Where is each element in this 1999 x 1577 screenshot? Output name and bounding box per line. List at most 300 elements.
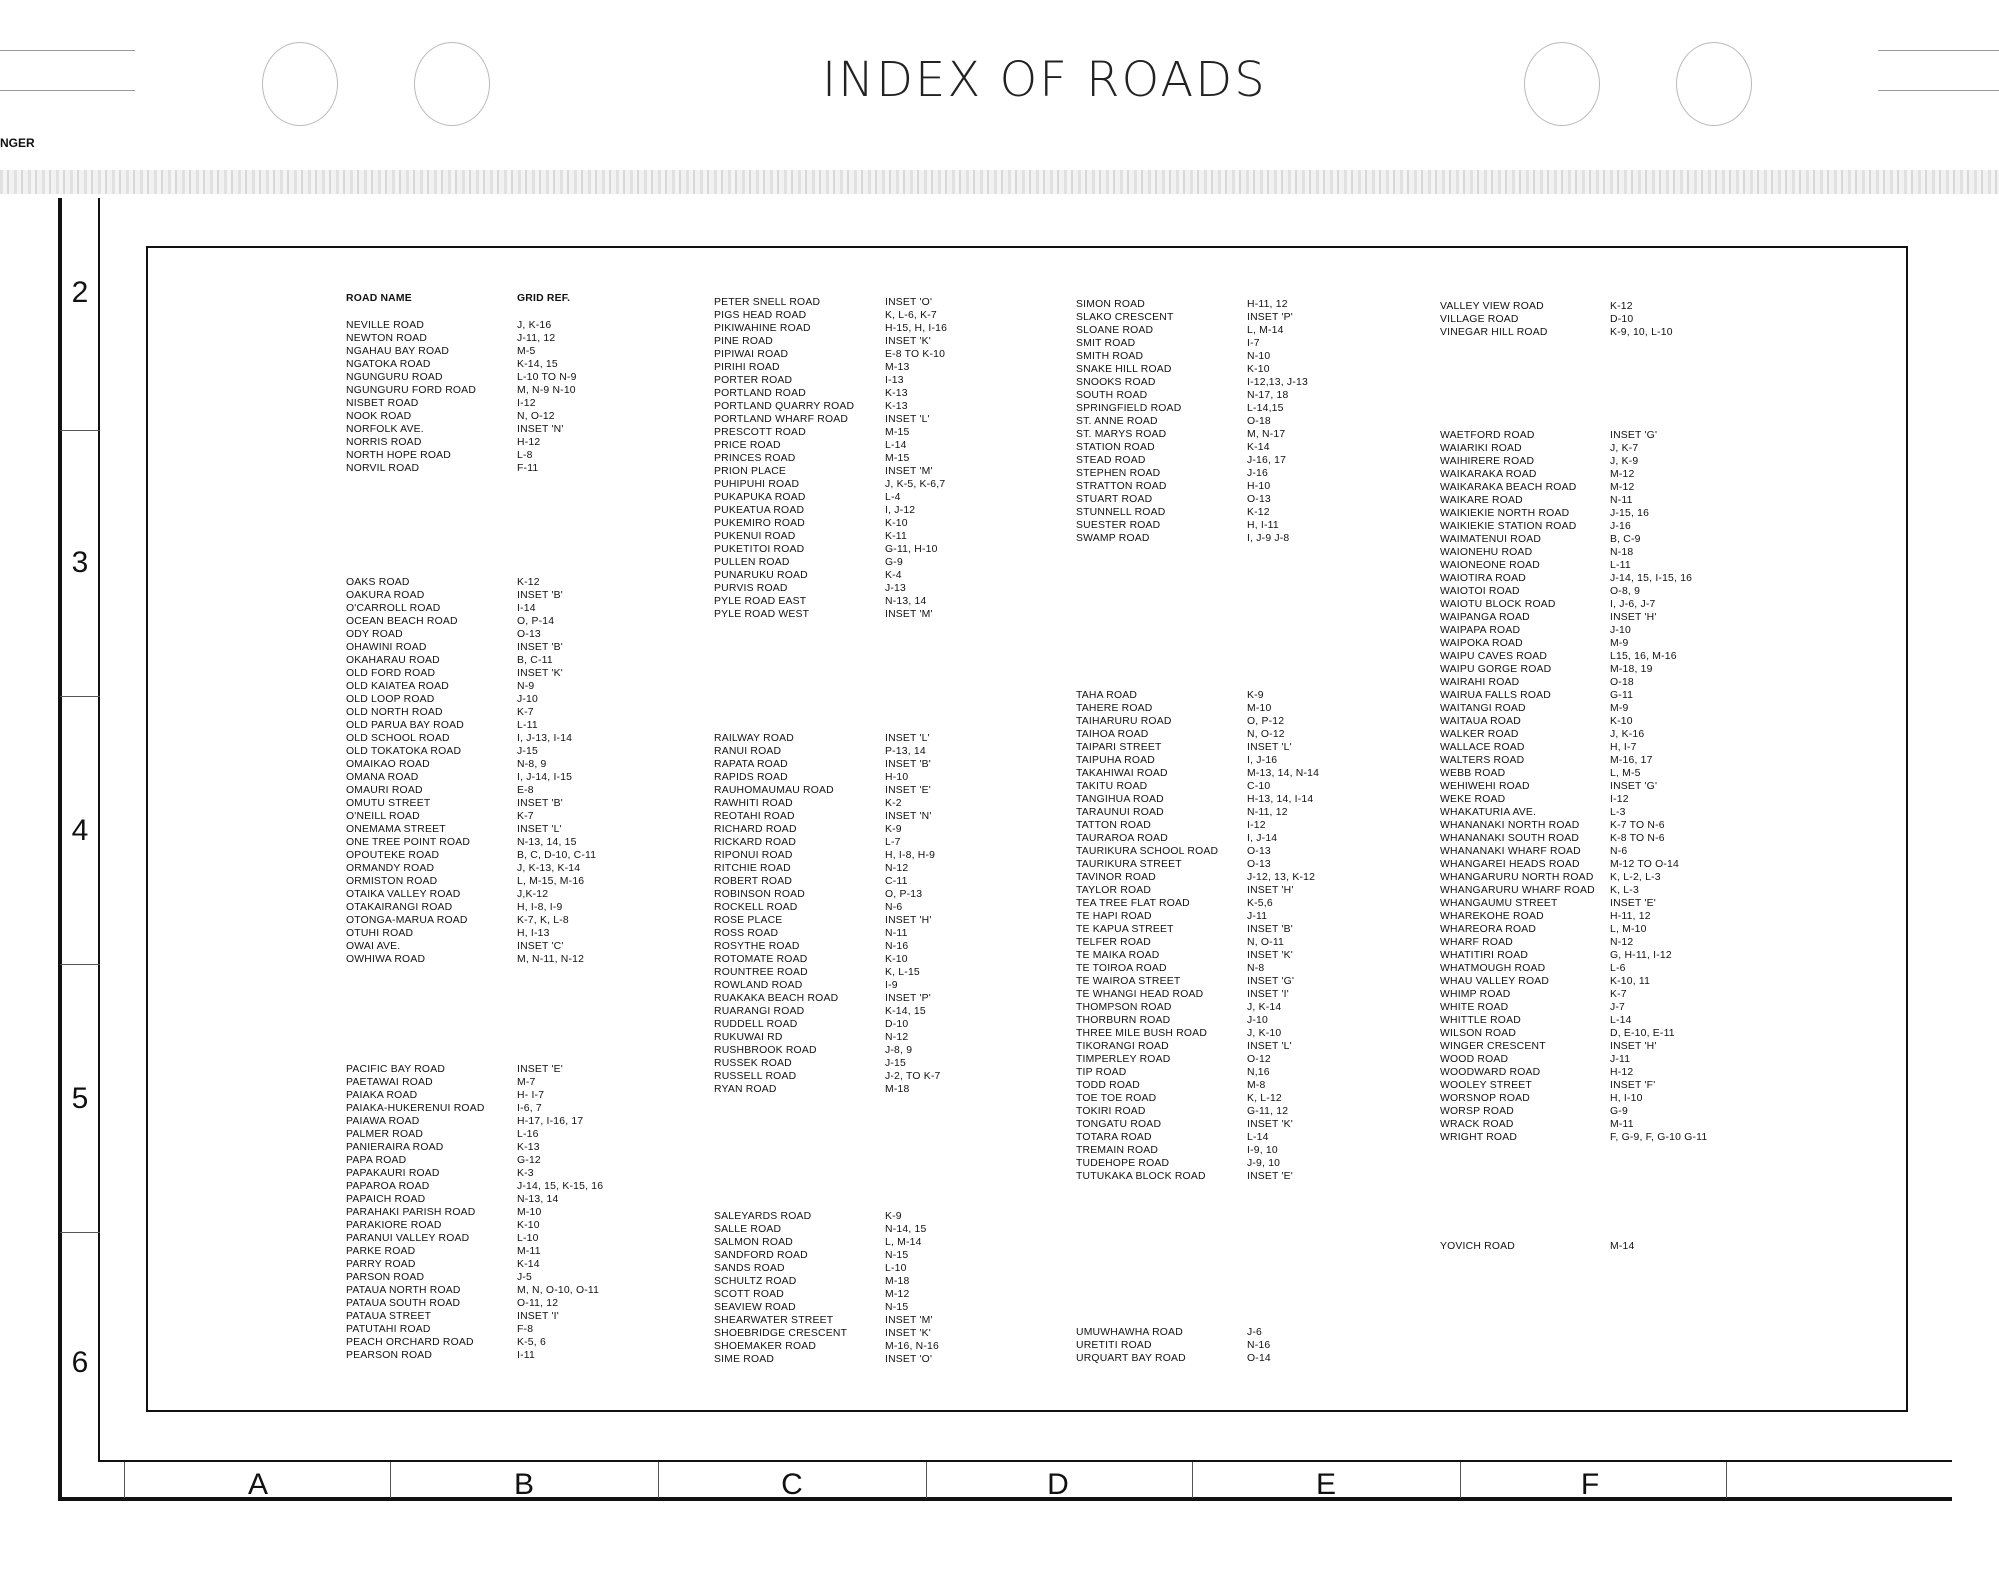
grid-ref: INSET 'I' (517, 1311, 559, 1322)
grid-ref: N,16 (1247, 1067, 1270, 1078)
road-name: SALMON ROAD (714, 1237, 793, 1248)
road-name: VALLEY VIEW ROAD (1440, 301, 1544, 312)
grid-ref: K-9, 10, L-10 (1610, 327, 1673, 338)
road-name: NOOK ROAD (346, 411, 412, 422)
margin-line (1878, 50, 1999, 51)
road-name: PYLE ROAD WEST (714, 609, 810, 620)
road-name: TATTON ROAD (1076, 820, 1151, 831)
grid-ref: D-10 (1610, 314, 1634, 325)
grid-ref: J-10 (1610, 625, 1632, 636)
grid-ref: I, J-13, I-14 (517, 733, 573, 744)
road-name: WALTERS ROAD (1440, 755, 1525, 766)
road-name: SOUTH ROAD (1076, 390, 1148, 401)
grid-ref: D, E-10, E-11 (1610, 1028, 1675, 1039)
road-name: OLD TOKATOKA ROAD (346, 746, 462, 757)
grid-ref: I, J-9 J-8 (1247, 533, 1290, 544)
road-name: RICHARD ROAD (714, 824, 797, 835)
grid-ref: M-18 (885, 1276, 910, 1287)
grid-ref: K-13 (885, 388, 908, 399)
grid-ref: J-16 (1610, 521, 1632, 532)
grid-ref: H, I-8, I-9 (517, 902, 563, 913)
road-name: PANIERAIRA ROAD (346, 1142, 444, 1153)
grid-ref: N-16 (1247, 1340, 1271, 1351)
col-divider (658, 1462, 659, 1498)
grid-ref: J-10 (1247, 1015, 1269, 1026)
road-name: OLD NORTH ROAD (346, 707, 443, 718)
road-name: TAIHOA ROAD (1076, 729, 1149, 740)
road-name: PAPAKAURI ROAD (346, 1168, 440, 1179)
grid-ref: K-12 (517, 577, 540, 588)
road-name: PIPIWAI ROAD (714, 349, 789, 360)
road-name: SUESTER ROAD (1076, 520, 1161, 531)
grid-ref: N-13, 14 (517, 1194, 559, 1205)
grid-ref: L15, 16, M-16 (1610, 651, 1677, 662)
road-name: TONGATU ROAD (1076, 1119, 1162, 1130)
road-name: TAURIKURA SCHOOL ROAD (1076, 846, 1219, 857)
grid-ref: INSET 'M' (885, 1315, 933, 1326)
road-name: TEA TREE FLAT ROAD (1076, 898, 1190, 909)
road-name: STATION ROAD (1076, 442, 1155, 453)
road-name: TAIPARI STREET (1076, 742, 1162, 753)
road-name: TUDEHOPE ROAD (1076, 1158, 1170, 1169)
road-name: OTONGA-MARUA ROAD (346, 915, 468, 926)
road-name: ODY ROAD (346, 629, 403, 640)
road-name: WAIPANGA ROAD (1440, 612, 1530, 623)
grid-ref: J-7 (1610, 1002, 1626, 1013)
road-name: PAPAROA ROAD (346, 1181, 430, 1192)
road-name: SANDS ROAD (714, 1263, 785, 1274)
grid-ref: K-9 (1247, 690, 1264, 701)
grid-ref: J-8, 9 (885, 1045, 913, 1056)
margin-line (0, 90, 135, 91)
road-name: PUKEATUA ROAD (714, 505, 805, 516)
grid-ref: J, K-14 (1247, 1002, 1282, 1013)
road-name: ORMISTON ROAD (346, 876, 438, 887)
binder-hole (262, 42, 338, 126)
grid-ref: H-11, 12 (1610, 911, 1651, 922)
road-name: TAKAHIWAI ROAD (1076, 768, 1168, 779)
road-name: TAURIKURA STREET (1076, 859, 1182, 870)
grid-ref: L-6 (1610, 963, 1626, 974)
road-name: RAWHITI ROAD (714, 798, 793, 809)
grid-ref: H-13, 14, I-14 (1247, 794, 1314, 805)
grid-ref: J-10 (517, 694, 539, 705)
row-label: 6 (71, 1346, 89, 1379)
grid-ref: K-14, 15 (517, 359, 558, 370)
grid-ref: M-11 (1610, 1119, 1634, 1130)
grid-ref: INSET 'L' (885, 733, 930, 744)
road-name: PACIFIC BAY ROAD (346, 1064, 446, 1075)
grid-ref: B, C, D-10, C-11 (517, 850, 597, 861)
grid-ref: O-18 (1247, 416, 1271, 427)
col-divider (124, 1462, 125, 1498)
road-name: OMANA ROAD (346, 772, 419, 783)
grid-ref: O-11, 12 (517, 1298, 559, 1309)
grid-ref: J-12, 13, K-12 (1247, 872, 1316, 883)
road-name: NGUNGURU FORD ROAD (346, 385, 477, 396)
road-name: WAIPAPA ROAD (1440, 625, 1521, 636)
grid-ref: INSET 'H' (885, 915, 932, 926)
road-name: WHANANAKI NORTH ROAD (1440, 820, 1580, 831)
grid-ref: O, P-12 (1247, 716, 1285, 727)
road-name: WAIKARAKA BEACH ROAD (1440, 482, 1577, 493)
road-name: OCEAN BEACH ROAD (346, 616, 458, 627)
grid-ref: L-8 (517, 450, 533, 461)
road-name: SHOEMAKER ROAD (714, 1341, 817, 1352)
road-name: TODD ROAD (1076, 1080, 1140, 1091)
grid-ref: M, N, O-10, O-11 (517, 1285, 600, 1296)
road-name: THREE MILE BUSH ROAD (1076, 1028, 1208, 1039)
road-name: TOTARA ROAD (1076, 1132, 1152, 1143)
road-name: WAIOTOI ROAD (1440, 586, 1520, 597)
grid-ref: M-12 (1610, 482, 1635, 493)
grid-ref: L-14 (885, 440, 907, 451)
road-name: ST. ANNE ROAD (1076, 416, 1158, 427)
road-name: RAPATA ROAD (714, 759, 788, 770)
grid-ref: J-14, 15, K-15, 16 (517, 1181, 604, 1192)
road-name: PRICE ROAD (714, 440, 781, 451)
road-name: RITCHIE ROAD (714, 863, 791, 874)
grid-ref: INSET 'I' (1247, 989, 1289, 1000)
grid-ref: M-14 (1610, 1241, 1635, 1252)
grid-ref: K-14 (1247, 442, 1270, 453)
col-divider (1726, 1462, 1727, 1498)
road-name: SWAMP ROAD (1076, 533, 1150, 544)
road-name: SIMON ROAD (1076, 299, 1145, 310)
grid-ref: N-8, 9 (517, 759, 547, 770)
grid-ref: INSET 'L' (1247, 742, 1292, 753)
road-name: YOVICH ROAD (1440, 1241, 1515, 1252)
road-name: OAKS ROAD (346, 577, 410, 588)
grid-ref: G-9 (885, 557, 903, 568)
grid-ref: M-9 (1610, 703, 1629, 714)
road-name: TAVINOR ROAD (1076, 872, 1156, 883)
road-name: TE WAIROA STREET (1076, 976, 1181, 987)
road-name: SHEARWATER STREET (714, 1315, 834, 1326)
grid-ref: N, O-12 (517, 411, 555, 422)
road-name: ROWLAND ROAD (714, 980, 803, 991)
road-name: ROUNTREE ROAD (714, 967, 808, 978)
col-divider (1460, 1462, 1461, 1498)
road-name: PARRY ROAD (346, 1259, 416, 1270)
road-name: OMAIKAO ROAD (346, 759, 430, 770)
grid-ref: INSET 'K' (1247, 1119, 1293, 1130)
grid-ref: G-11 (1610, 690, 1634, 701)
road-name: ROCKELL ROAD (714, 902, 798, 913)
frame-left-outer (58, 198, 62, 1500)
grid-ref: K-7 (517, 811, 534, 822)
road-name: WHITE ROAD (1440, 1002, 1509, 1013)
road-name: PULLEN ROAD (714, 557, 790, 568)
road-name: WEBB ROAD (1440, 768, 1506, 779)
road-name: TANGIHUA ROAD (1076, 794, 1164, 805)
road-name: WHATITIRI ROAD (1440, 950, 1529, 961)
road-name: WAIARIKI ROAD (1440, 443, 1522, 454)
road-name: NGUNGURU ROAD (346, 372, 443, 383)
road-name: RICKARD ROAD (714, 837, 797, 848)
road-name: URETITI ROAD (1076, 1340, 1152, 1351)
road-name: PARKE ROAD (346, 1246, 416, 1257)
perforation-band (0, 170, 1999, 194)
grid-ref: M-16, 17 (1610, 755, 1653, 766)
road-name: OLD PARUA BAY ROAD (346, 720, 464, 731)
road-name: WALLACE ROAD (1440, 742, 1525, 753)
road-name: PUHIPUHI ROAD (714, 479, 800, 490)
road-name: ROSYTHE ROAD (714, 941, 800, 952)
grid-ref: H-10 (885, 772, 909, 783)
grid-ref: INSET 'H' (1610, 1041, 1657, 1052)
road-name: STUNNELL ROAD (1076, 507, 1166, 518)
binder-hole (1676, 42, 1752, 126)
grid-ref: I-9, 10 (1247, 1145, 1278, 1156)
grid-ref: J-11, 12 (517, 333, 556, 344)
grid-ref: L-14 (1247, 1132, 1269, 1143)
grid-ref: L-10 (885, 1263, 907, 1274)
grid-ref: B, C-11 (517, 655, 553, 666)
grid-ref: L, M-10 (1610, 924, 1647, 935)
road-name: OTAIKA VALLEY ROAD (346, 889, 461, 900)
road-name: PINE ROAD (714, 336, 773, 347)
grid-ref: INSET 'C' (517, 941, 564, 952)
grid-ref: G, H-11, I-12 (1610, 950, 1672, 961)
road-name: WAIPU CAVES ROAD (1440, 651, 1548, 662)
road-name: REOTAHI ROAD (714, 811, 795, 822)
road-name: WHANGAUMU STREET (1440, 898, 1558, 909)
road-name: NISBET ROAD (346, 398, 419, 409)
road-name: WINGER CRESCENT (1440, 1041, 1546, 1052)
road-name: PAIAKA-HUKERENUI ROAD (346, 1103, 485, 1114)
road-name: NGATOKA ROAD (346, 359, 431, 370)
road-name: WORSNOP ROAD (1440, 1093, 1530, 1104)
grid-ref: INSET 'O' (885, 1354, 933, 1365)
grid-ref: N-15 (885, 1302, 909, 1313)
col-label: C (781, 1468, 803, 1501)
grid-ref: K-5,6 (1247, 898, 1273, 909)
road-name: WAIOTIRA ROAD (1440, 573, 1526, 584)
col-label: F (1580, 1468, 1600, 1501)
grid-ref: L-3 (1610, 807, 1626, 818)
grid-ref: N-12 (885, 863, 909, 874)
road-name: TE HAPI ROAD (1076, 911, 1152, 922)
grid-ref: N-8 (1247, 963, 1265, 974)
grid-ref: K, L-3 (1610, 885, 1639, 896)
grid-ref: H- I-7 (517, 1090, 545, 1101)
road-name: SANDFORD ROAD (714, 1250, 808, 1261)
road-name: WAIONEONE ROAD (1440, 560, 1540, 571)
road-name: ONEMAMA STREET (346, 824, 446, 835)
grid-ref: L-4 (885, 492, 901, 503)
grid-ref: D-10 (885, 1019, 909, 1030)
col-divider (390, 1462, 391, 1498)
grid-ref: INSET 'M' (885, 609, 933, 620)
grid-ref: H, I-10 (1610, 1093, 1643, 1104)
road-name: ORMANDY ROAD (346, 863, 435, 874)
road-name: WOODWARD ROAD (1440, 1067, 1541, 1078)
road-name: NORRIS ROAD (346, 437, 422, 448)
road-name: THOMPSON ROAD (1076, 1002, 1172, 1013)
grid-ref: K, L-6, K-7 (885, 310, 937, 321)
road-name: VINEGAR HILL ROAD (1440, 327, 1548, 338)
grid-ref: INSET 'K' (885, 1328, 931, 1339)
road-name: WHANGAREI HEADS ROAD (1440, 859, 1580, 870)
road-name: TE WHANGI HEAD ROAD (1076, 989, 1204, 1000)
grid-ref: L-11 (1610, 560, 1631, 571)
road-name: OLD FORD ROAD (346, 668, 436, 679)
road-name: PORTLAND WHARF ROAD (714, 414, 849, 425)
road-name: NORFOLK AVE. (346, 424, 424, 435)
road-name: PUKAPUKA ROAD (714, 492, 806, 503)
grid-ref: INSET 'G' (1610, 781, 1658, 792)
col-label: A (247, 1468, 268, 1501)
grid-ref: M-7 (517, 1077, 536, 1088)
road-name: RAUHOMAUMAU ROAD (714, 785, 834, 796)
grid-ref: L-7 (885, 837, 901, 848)
road-name: TE TOIROA ROAD (1076, 963, 1167, 974)
grid-ref: J-13 (885, 583, 907, 594)
road-name: SPRINGFIELD ROAD (1076, 403, 1182, 414)
road-name: PUKENUI ROAD (714, 531, 796, 542)
road-name: PIGS HEAD ROAD (714, 310, 807, 321)
road-name: PARANUI VALLEY ROAD (346, 1233, 470, 1244)
road-name: WRACK ROAD (1440, 1119, 1514, 1130)
margin-line (1878, 90, 1999, 91)
grid-ref: M-15 (885, 427, 910, 438)
grid-ref: H-17, I-16, 17 (517, 1116, 584, 1127)
road-name: PEARSON ROAD (346, 1350, 433, 1361)
grid-ref: J, K-10 (1247, 1028, 1282, 1039)
grid-ref: N-12 (1610, 937, 1634, 948)
road-name: WHAREORA ROAD (1440, 924, 1537, 935)
road-name: TELFER ROAD (1076, 937, 1151, 948)
grid-ref: K-10 (885, 954, 908, 965)
grid-ref: K-7 TO N-6 (1610, 820, 1665, 831)
grid-ref: H-10 (1247, 481, 1271, 492)
road-name: PEACH ORCHARD ROAD (346, 1337, 474, 1348)
road-name: ONE TREE POINT ROAD (346, 837, 471, 848)
grid-ref: K, L-2, L-3 (1610, 872, 1661, 883)
grid-ref: M-13 (885, 362, 910, 373)
road-name: NGAHAU BAY ROAD (346, 346, 450, 357)
grid-ref: I-14 (517, 603, 536, 614)
grid-ref: G-9 (1610, 1106, 1628, 1117)
grid-ref: L-10 (517, 1233, 539, 1244)
grid-ref: J-15, 16 (1610, 508, 1650, 519)
grid-ref: I, J-6, J-7 (1610, 599, 1656, 610)
road-name: RUAKAKA BEACH ROAD (714, 993, 839, 1004)
corner-text: NGER (0, 136, 35, 150)
road-name: SCOTT ROAD (714, 1289, 784, 1300)
grid-ref: INSET 'N' (885, 811, 932, 822)
grid-ref: INSET 'L' (885, 414, 930, 425)
header-grid-ref: GRID REF. (517, 293, 571, 304)
road-name: PORTLAND ROAD (714, 388, 806, 399)
grid-ref: E-8 (517, 785, 534, 796)
road-name: TAHA ROAD (1076, 690, 1138, 701)
road-name: WAIRAHI ROAD (1440, 677, 1520, 688)
page-title: INDEX OF ROADS (822, 52, 1267, 108)
road-name: PARAHAKI PARISH ROAD (346, 1207, 476, 1218)
grid-ref: INSET 'N' (517, 424, 564, 435)
grid-ref: N-11 (1610, 495, 1633, 506)
grid-ref: M-10 (1247, 703, 1272, 714)
road-name: TE KAPUA STREET (1076, 924, 1174, 935)
road-name: PURVIS ROAD (714, 583, 788, 594)
road-name: RUSSELL ROAD (714, 1071, 797, 1082)
header-road-name: ROAD NAME (346, 293, 412, 304)
grid-ref: INSET 'L' (517, 824, 562, 835)
grid-ref: N-17, 18 (1247, 390, 1289, 401)
grid-ref: J-16 (1247, 468, 1269, 479)
road-name: TOE TOE ROAD (1076, 1093, 1157, 1104)
grid-ref: J-6 (1247, 1327, 1263, 1338)
grid-ref: N-9 (517, 681, 535, 692)
grid-ref: I-12 (517, 398, 536, 409)
road-name: OAKURA ROAD (346, 590, 425, 601)
road-name: OTUHI ROAD (346, 928, 414, 939)
grid-ref: K-14, 15 (885, 1006, 926, 1017)
road-name: NORVIL ROAD (346, 463, 420, 474)
road-name: STEAD ROAD (1076, 455, 1146, 466)
grid-ref: K-13 (517, 1142, 540, 1153)
grid-ref: INSET 'E' (1247, 1171, 1293, 1182)
grid-ref: O-8, 9 (1610, 586, 1641, 597)
road-name: STEPHEN ROAD (1076, 468, 1161, 479)
grid-ref: INSET 'P' (885, 993, 931, 1004)
grid-ref: I-7 (1247, 338, 1260, 349)
road-name: WAITANGI ROAD (1440, 703, 1526, 714)
road-name: PRINCES ROAD (714, 453, 796, 464)
grid-ref: INSET 'L' (1247, 1041, 1292, 1052)
road-name: WAIPOKA ROAD (1440, 638, 1523, 649)
road-name: OLD LOOP ROAD (346, 694, 435, 705)
grid-ref: J, K-16 (517, 320, 552, 331)
grid-ref: I-9 (885, 980, 898, 991)
row-divider (60, 430, 100, 431)
grid-ref: I, J-14 (1247, 833, 1278, 844)
road-name: PATAUA NORTH ROAD (346, 1285, 461, 1296)
road-name: WHANGARURU NORTH ROAD (1440, 872, 1594, 883)
grid-ref: C-10 (1247, 781, 1271, 792)
road-name: PETER SNELL ROAD (714, 297, 821, 308)
row-label: 4 (71, 814, 89, 847)
road-name: ROTOMATE ROAD (714, 954, 808, 965)
grid-ref: J-2, TO K-7 (885, 1071, 941, 1082)
road-name: RAILWAY ROAD (714, 733, 794, 744)
road-name: NEVILLE ROAD (346, 320, 425, 331)
grid-ref: I-13 (885, 375, 904, 386)
grid-ref: N, O-11 (1247, 937, 1285, 948)
grid-ref: I-12 (1247, 820, 1266, 831)
road-name: PUKETITOI ROAD (714, 544, 805, 555)
road-name: ROBERT ROAD (714, 876, 793, 887)
frame-bottom-inner (98, 1460, 1952, 1462)
road-name: SHOEBRIDGE CRESCENT (714, 1328, 848, 1339)
grid-ref: K-7, K, L-8 (517, 915, 569, 926)
road-name: NEWTON ROAD (346, 333, 428, 344)
col-label: B (513, 1468, 534, 1501)
road-name: TIP ROAD (1076, 1067, 1127, 1078)
grid-ref: M-10 (517, 1207, 542, 1218)
road-name: TIKORANGI ROAD (1076, 1041, 1169, 1052)
road-name: WHANANAKI WHARF ROAD (1440, 846, 1581, 857)
grid-ref: J-11 (1610, 1054, 1631, 1065)
grid-ref: INSET 'K' (517, 668, 563, 679)
row-divider (60, 696, 100, 697)
road-name: WALKER ROAD (1440, 729, 1519, 740)
grid-ref: H-12 (1610, 1067, 1634, 1078)
grid-ref: INSET 'G' (1247, 976, 1295, 987)
road-name: OWHIWA ROAD (346, 954, 426, 965)
